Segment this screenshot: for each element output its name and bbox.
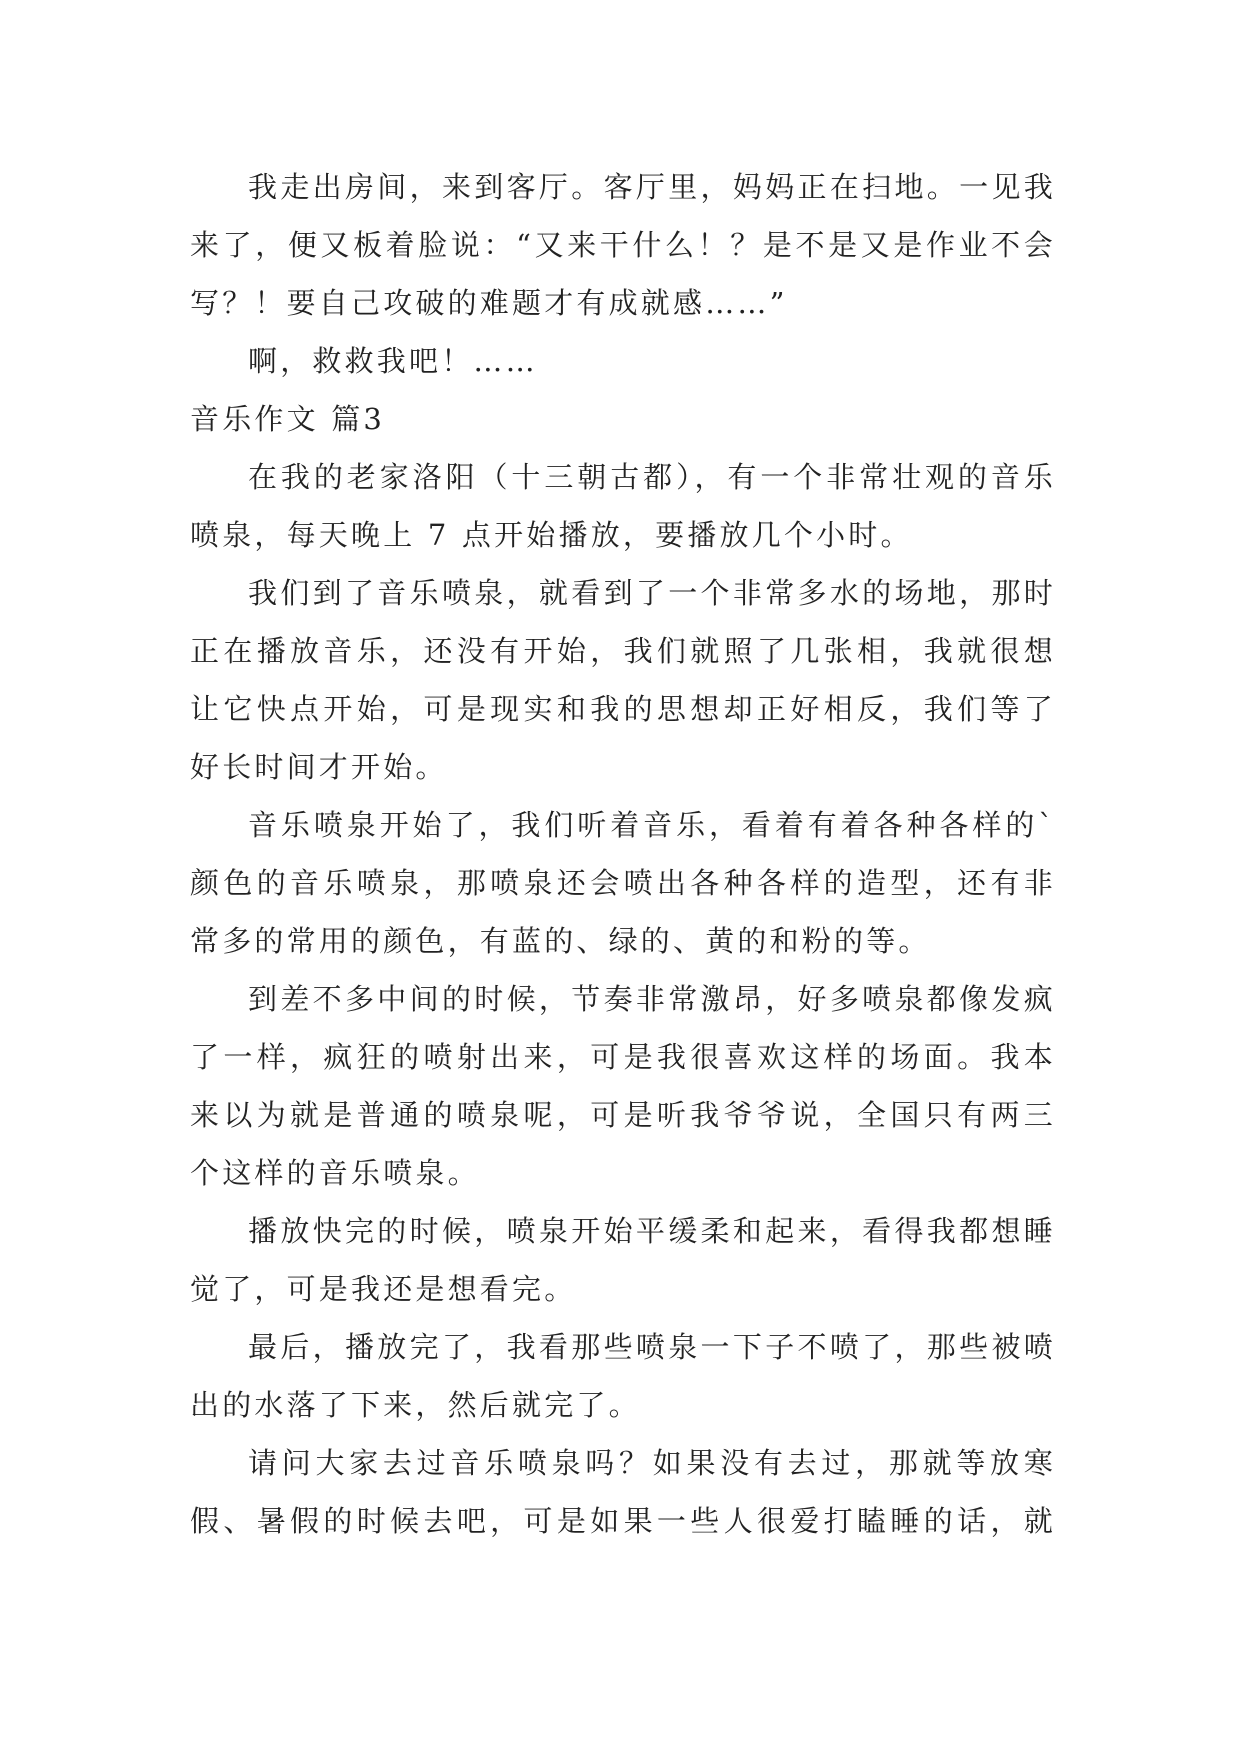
paragraph: 音乐喷泉开始了，我们听着音乐，看着有着各种各样的`颜色的音乐喷泉，那喷泉还会喷出各种各样的造型，还有非常多的常用的颜色，有蓝的、绿的、黄的和粉的等。 bbox=[190, 808, 1056, 958]
paragraph: 在我的老家洛阳（十三朝古都），有一个非常壮观的音乐喷泉，每天晚上 7 点开始播放，要播放几个小时。 bbox=[190, 460, 1056, 552]
paragraph: 我们到了音乐喷泉，就看到了一个非常多水的场地，那时正在播放音乐，还没有开始，我们就照了几张相，我就很想让它快点开始，可是现实和我的思想却正好相反，我们等了好长时间才开始。 bbox=[190, 576, 1056, 784]
section-heading: 音乐作文 篇3 bbox=[190, 402, 386, 436]
paragraph: 请问大家去过音乐喷泉吗？如果没有去过，那就等放寒假、暑假的时候去吧，可是如果一些人很爱打瞌睡的话，就 bbox=[190, 1446, 1056, 1538]
paragraph: 到差不多中间的时候，节奏非常激昂，好多喷泉都像发疯了一样，疯狂的喷射出来，可是我很喜欢这样的场面。我本来以为就是普通的喷泉呢，可是听我爷爷说，全国只有两三个这样的音乐喷泉。 bbox=[190, 982, 1056, 1190]
paragraph: 我走出房间，来到客厅。客厅里，妈妈正在扫地。一见我来了，便又板着脸说：“又来干什么！？是不是又是作业不会写？！要自己攻破的难题才有成就感……” bbox=[190, 170, 1056, 320]
paragraph: 啊，救救我吧！…… bbox=[248, 344, 538, 378]
paragraph: 最后，播放完了，我看那些喷泉一下子不喷了，那些被喷出的水落了下来，然后就完了。 bbox=[190, 1330, 1056, 1422]
document-page bbox=[190, 158, 1056, 1550]
paragraph: 播放快完的时候，喷泉开始平缓柔和起来，看得我都想睡觉了，可是我还是想看完。 bbox=[190, 1214, 1056, 1306]
